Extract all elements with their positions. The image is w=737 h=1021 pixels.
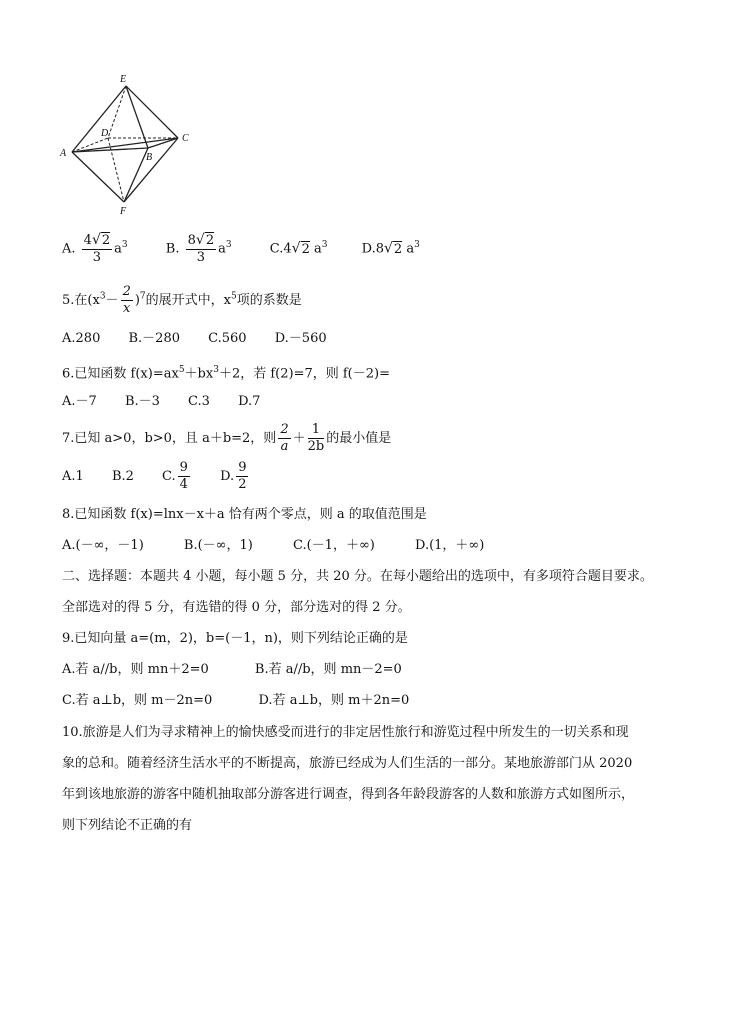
q7-option-d: D. $\frac{9}{2}$: [220, 460, 247, 492]
q9-option-c: C.若 a⊥b，则 m－2n=0: [62, 693, 213, 708]
octahedron-diagram: [58, 68, 198, 218]
q8-option-c: C.(－1，＋∞): [292, 538, 375, 553]
q9-options-row-1: [62, 661, 402, 679]
q9-option-b: B.若 a//b，则 mn－2=0: [254, 662, 402, 677]
q9-option-d: D.若 a⊥b，则 m＋2n=0: [258, 693, 410, 708]
q5-option-a: A.280: [62, 331, 101, 346]
vertex-label-c: C: [182, 133, 189, 144]
q4-option-d: D.8√2 $a^3$: [361, 240, 420, 257]
vertex-label-a: A: [60, 148, 67, 159]
section-2-heading-line-1: 二、选择题：本题共 4 小题，每小题 5 分，共 20 分。在每小题给出的选项中，有多项符合题目要求。: [62, 569, 653, 584]
q6-option-b: B.－3: [124, 394, 160, 409]
section-2-heading-line-2: 全部选对的得 5 分，有选错的得 0 分，部分选对的得 2 分。: [62, 600, 411, 615]
q8-option-d: D.(1，＋∞): [415, 538, 485, 553]
q5-option-b: B.－280: [128, 331, 180, 346]
q6-option-d: D.7: [238, 394, 261, 409]
q6-stem: 6.已知函数 $f(x)=ax^5+bx^3+2$，若 f(2)=7，则 f(－2)=: [62, 365, 390, 382]
q7-option-c: C. $\frac{9}{4}$: [162, 460, 188, 492]
q10-stem-line-3: 年到该地旅游的游客中随机抽取部分游客进行调查，得到各年龄段游客的人数和旅游方式如图所示，: [62, 787, 635, 802]
q4-option-a: A. $\frac{4√2}{3}$ $a^3$: [62, 232, 128, 265]
q9-stem: 9.已知向量 a=(m，2)，b=(－1，n)，则下列结论正确的是: [62, 631, 408, 646]
q5-stem: 5.在($x^3-$ $\frac{2}{x}$ )$^7$的展开式中，$x^5$项的系数是: [62, 284, 302, 316]
q9-options-row-2: [62, 692, 409, 710]
q7-stem: 7.已知 a>0，b>0，且 a＋b=2，则 $\frac{2}{a}$ ＋ $\frac{1}{2b}$ 的最小值是: [62, 422, 392, 454]
q7-option-b: B.2: [111, 469, 134, 484]
q8-options: [62, 537, 484, 555]
geometry-figure: [58, 68, 198, 218]
q4-options: [62, 232, 420, 266]
q6-options: [62, 393, 260, 411]
vertex-label-b: B: [146, 152, 153, 163]
q6-option-a: A.－7: [62, 394, 97, 409]
q8-option-a: A.(－∞，－1): [62, 538, 144, 553]
q10-stem-line-4: 则下列结论不正确的有: [62, 818, 193, 833]
q6-option-c: C.3: [188, 394, 210, 409]
vertex-label-e: E: [120, 74, 127, 85]
q9-option-a: A.若 a//b，则 mn＋2=0: [62, 662, 209, 677]
q8-stem: 8.已知函数 f(x)=lnx－x＋a 恰有两个零点，则 a 的取值范围是: [62, 507, 427, 522]
vertex-label-d: D: [101, 128, 109, 139]
vertex-label-f: F: [120, 206, 127, 217]
q8-option-b: B.(－∞，1): [183, 538, 253, 553]
q5-option-c: C.560: [208, 331, 247, 346]
q5-options: [62, 330, 327, 348]
q7-option-a: A.1: [62, 469, 84, 484]
q10-stem-line-2: 象的总和。随着经济生活水平的不断提高，旅游已经成为人们生活的一部分。某地旅游部门从 2020: [62, 756, 633, 771]
q10-stem-line-1: 10.旅游是人们为寻求精神上的愉快感受而进行的非定居性旅行和游览过程中所发生的一切关系和现: [62, 725, 629, 740]
q4-option-b: B. $\frac{8√2}{3}$ $a^3$: [165, 232, 232, 265]
q7-options: [62, 460, 250, 493]
q4-option-c: C.4√2 $a^3$: [269, 240, 328, 257]
q5-option-d: D.－560: [274, 331, 327, 346]
